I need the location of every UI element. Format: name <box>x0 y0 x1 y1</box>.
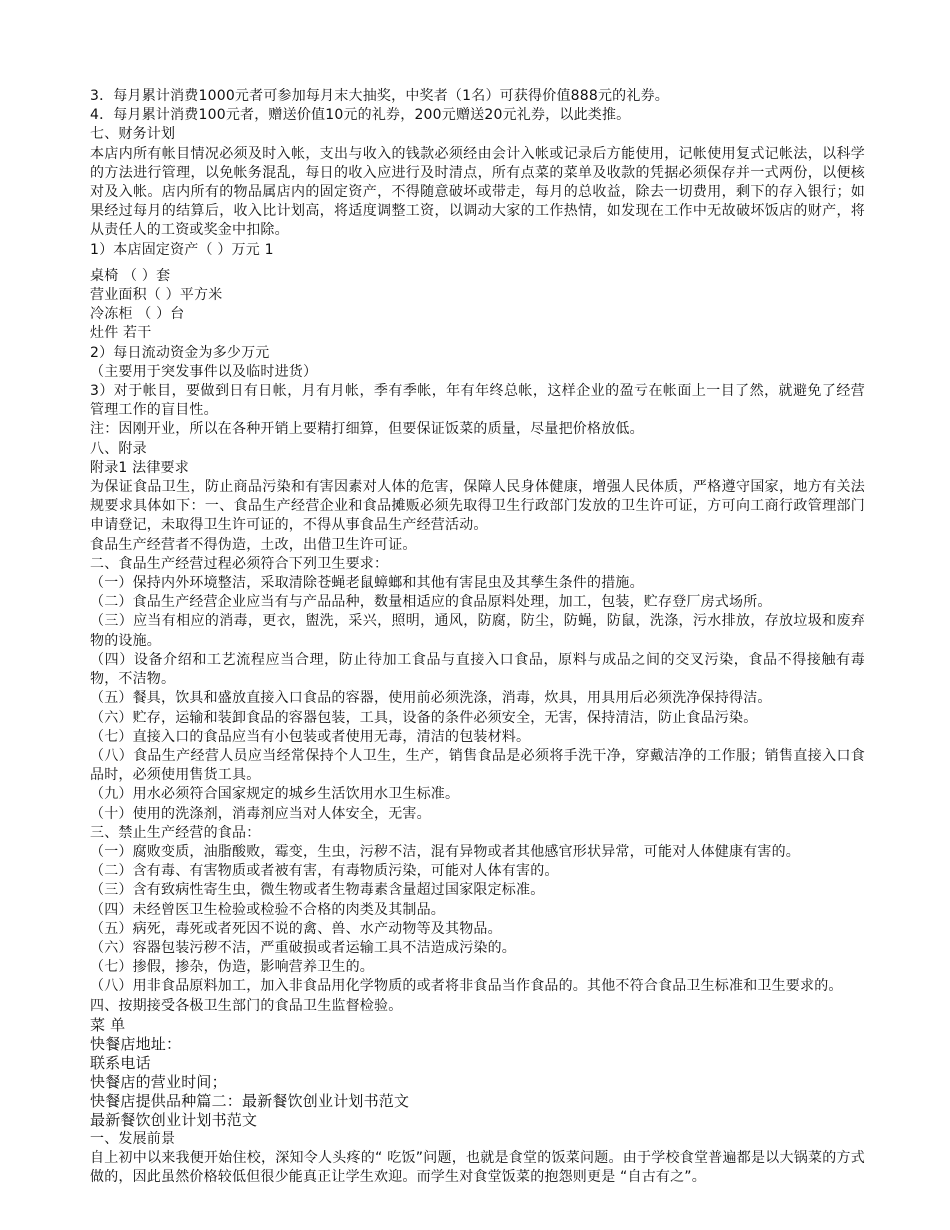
list-item: （五）病死，毒死或者死因不说的禽、兽、水产动物等及其物品。 <box>90 920 502 937</box>
list-item: （九）用水必须符合国家规定的城乡生活饮用水卫生标准。 <box>90 786 460 803</box>
subheading-hygiene-requirements: 二、食品生产经营过程必须符合下列卫生要求： <box>90 555 389 572</box>
business-hours: 快餐店的营业时间； <box>90 1072 227 1091</box>
list-item: （二）食品生产经营企业应当有与产品品种，数量相适应的食品原料处理，加工，包装，贮存登厂房式场所。 <box>90 594 772 611</box>
appendix-title: 附录1 法律要求 <box>90 459 189 476</box>
paragraph-food-hygiene: 为保证食品卫生，防止商品污染和有害因素对人体的危害，保障人民身体健康，增强人民体质，严格遵守国家，地方有关法规要求具体如下：一、食品生产经营企业和食品摊贩必须先取得卫生行政部门发放的卫生许可证，方可向工商行政管理部门申请登记，未取得卫生许可证的，不得从事食品生产经营活动。 <box>90 479 865 534</box>
section-heading-finance: 七、财务计划 <box>90 126 176 143</box>
list-item: （十）使用的洗涤剂，消毒剂应当对人体安全，无害。 <box>90 805 431 822</box>
list-item-working-capital: 2）每日流动资金为多少万元 <box>90 344 270 361</box>
list-item: （一）腐败变质，油脂酸败，霉变，生虫，污秽不洁，混有异物或者其他感官形状异常，可能对人体健康有害的。 <box>90 843 800 860</box>
list-item: （七）掺假，掺杂，伪造，影响营养卫生的。 <box>90 959 374 976</box>
subheading-inspection: 四、按期接受各极卫生部门的食品卫生监督检验。 <box>90 997 403 1014</box>
list-item: （七）直接入口的食品应当有小包装或者使用无毒，清洁的包装材料。 <box>90 728 531 745</box>
paragraph-accounts: 3）对于帐目，要做到日有日帐，月有月帐，季有季帐，年有年终总帐，这样企业的盈亏在帐面上一目了然，就避免了经营管理工作的盲目性。 <box>90 383 865 419</box>
subheading-prohibited-foods: 三、禁止生产经营的食品： <box>90 824 261 841</box>
list-item-stove: 灶件 若干 <box>90 325 152 342</box>
list-item: （五）餐具，饮具和盛放直接入口食品的容器，使用前必须洗涤，消毒，炊具，用具用后必须洗净保持得洁。 <box>90 690 772 707</box>
paragraph-license: 食品生产经营者不得伪造，土改，出借卫生许可证。 <box>90 536 417 553</box>
list-item: （六）容器包装污秽不洁，严重破损或者运输工具不洁造成污染的。 <box>90 939 516 956</box>
list-item-fixed-assets: 1）本店固定资产（ ）万元 1 <box>90 241 274 258</box>
list-item: （八）食品生产经营人员应当经常保持个人卫生，生产，销售食品是必须将手洗干净，穿戴洁净的工作服；销售直接入口食品时，必须使用售货工具。 <box>90 747 865 784</box>
section-heading-appendix: 八、附录 <box>90 440 147 457</box>
list-item-tables: 桌椅 （ ）套 <box>90 267 171 284</box>
paragraph-note: 注：因刚开业，所以在各种开销上要精打细算，但要保证饭菜的质量，尽量把价格放低。 <box>90 421 644 438</box>
menu-heading: 菜 单 <box>90 1015 126 1034</box>
list-item: （三）含有致病性寄生虫，微生物或者生物毒素含量超过国家限定标准。 <box>90 882 545 899</box>
paragraph-prospects: 自上初中以来我便开始住校，深知令人头疼的“ 吃饭”问题，也就是食堂的饭菜问题。由于学校食堂普遍都是以大锅菜的方式做的，因此虽然价格较低但很少能真正让学生欢迎。而学生对食堂饭菜的抱怨则更是 “自古有之”。 <box>90 1149 865 1186</box>
document-body <box>90 87 865 1187</box>
list-item: （八）用非食品原料加工，加入非食品用化学物质的或者将非食品当作食品的。其他不符合食品卫生标准和卫生要求的。 <box>90 978 843 995</box>
list-item: （三）应当有相应的消毒，更衣，盥洗，采兴，照明，通风，防腐，防尘，防蝇，防鼠，洗涤，污水排放，存放垃圾和废弃物的设施。 <box>90 613 865 649</box>
paragraph-voucher: 4．每月累计消费100元者，赠送价值10元的礼券，200元赠送20元礼券，以此类推。 <box>90 107 631 124</box>
restaurant-address: 快餐店地址： <box>90 1034 182 1053</box>
section-heading-prospects: 一、发展前景 <box>90 1130 176 1147</box>
paragraph-lottery: 3．每月累计消费1000元者可参加每月末大抽奖，中奖者（1名）可获得价值888元的礼券。 <box>90 88 669 104</box>
menu-varieties-and-part-two: 快餐店提供品种篇二：最新餐饮创业计划书范文 <box>90 1091 410 1110</box>
list-item: （六）贮存，运输和装卸食品的容器包装，工具，设备的条件必须安全，无害，保持清洁，防止食品污染。 <box>90 709 758 726</box>
list-item-freezer: 冷冻柜 （ ）台 <box>90 306 185 323</box>
document-title: 最新餐饮创业计划书范文 <box>90 1110 258 1129</box>
contact-phone: 联系电话 <box>90 1053 151 1072</box>
paragraph-accounting: 本店内所有帐目情况必须及时入帐，支出与收入的钱款必须经由会计入帐或记录后方能使用，记帐使用复式记帐法，以科学的方法进行管理，以免帐务混乱，每日的收入应进行及时清点，所有点菜的菜单及收款的凭据必须保存并一式两份，以便核对及入帐。店内所有的物品属店内的固定资产，不得随意破坏或带走，每月的总收益，除去一切费用，剩下的存入银行；如果经过每月的结算后，收入比计划高，将适度调整工资，以调动大家的工作热情，如发现在工作中无故破坏饭店的财产，将从责任人的工资或奖金中扣除。 <box>90 145 865 239</box>
list-item: （一）保持内外环境整洁，采取清除苍蝇老鼠蟑螂和其他有害昆虫及其孳生条件的措施。 <box>90 575 644 592</box>
list-item-area: 营业面积（ ）平方米 <box>90 287 223 304</box>
list-item: （二）含有毒、有害物质或者被有害，有毒物质污染，可能对人体有害的。 <box>90 863 559 880</box>
list-item: （四）设备介绍和工艺流程应当合理，防止待加工食品与直接入口食品，原料与成品之间的交叉污染，食品不得接触有毒物，不洁物。 <box>90 651 865 688</box>
list-item-working-capital-note: （主要用于突发事件以及临时进货） <box>90 363 318 380</box>
list-item: （四）未经曾医卫生检验或检验不合格的肉类及其制品。 <box>90 901 445 918</box>
